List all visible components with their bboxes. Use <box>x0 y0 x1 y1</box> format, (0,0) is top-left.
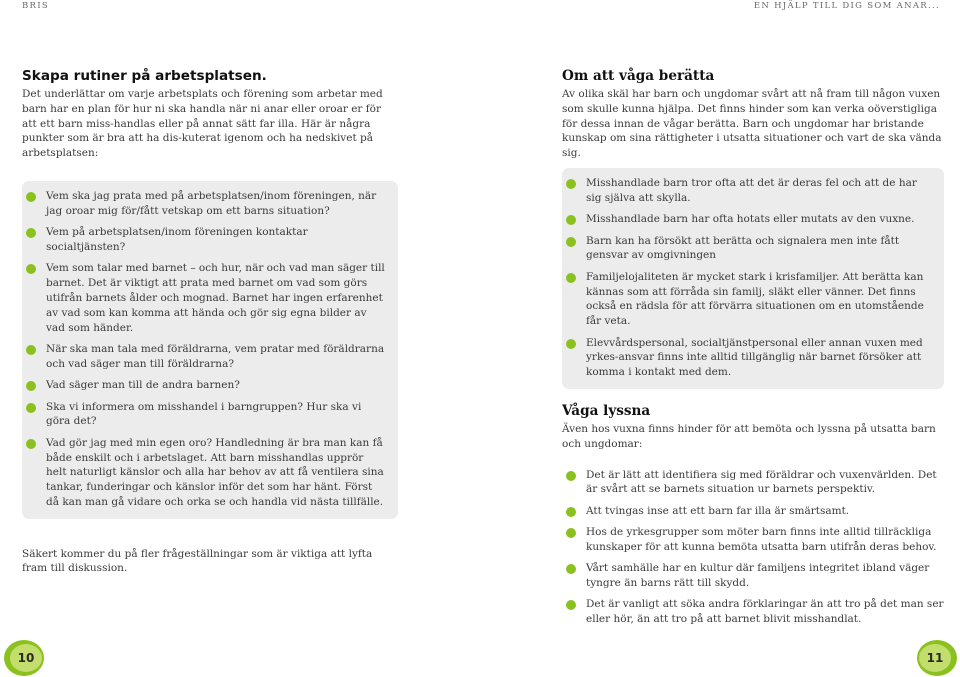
section-heading-daring-to-tell: Om att våga berätta <box>562 68 715 84</box>
list-item: Barn kan ha försökt att berätta och signalera men inte fått gensvar av omgivningen <box>586 234 932 264</box>
bullet-icon <box>566 215 576 225</box>
running-header-left: BRIS <box>22 1 50 11</box>
list-item: Vem på arbetsplatsen/inom föreningen kontaktar socialtjänsten? <box>46 225 386 255</box>
list-item: Vem som talar med barnet – och hur, när och vad man säger till barnet. Det är viktigt att prata med barnet om vad som görs utifrån barnets ålder och mognad. Barnet har ingen erfarenhet av vad som kan komma att hända och gör sig egna bilder av vad som händer. <box>46 261 386 335</box>
list-item: Hos de yrkesgrupper som möter barn finns inte alltid tillräckliga kunskaper för att kunna bemöta utsatta barn utifrån deras behov. <box>586 525 944 555</box>
list-item: Vem ska jag prata med på arbetsplatsen/inom föreningen, när jag oroar mig för/fått vetskap om ett barns situation? <box>46 189 386 219</box>
list-item: Vårt samhälle har en kultur där familjens integritet ibland väger tyngre än barns rätt till skydd. <box>586 561 944 591</box>
routines-checklist-box <box>22 181 398 519</box>
list-item: När ska man tala med föräldrarna, vem pratar med föräldrarna och vad säger man till föräldrarna? <box>46 342 386 372</box>
bullet-icon <box>566 237 576 247</box>
list-item: Vad säger man till de andra barnen? <box>46 378 386 393</box>
section-heading-daring-to-listen: Våga lyssna <box>562 402 651 419</box>
list-item: Det är vanligt att söka andra förklaringar än att tro på det man ser eller hör, än att tro på att barnet blivit misshandlat. <box>586 597 944 627</box>
bullet-icon <box>26 439 36 449</box>
left-intro: Det underlättar om varje arbetsplats och förening som arbetar med barn har en plan för hur ni ska handla när ni anar eller oroar er för att ett barn miss-handlas eller på annat sätt far illa. Här är några punkter som är bra att ha dis-kuterat igenom och ha nedskivet på arbetsplatsen: <box>22 88 383 160</box>
bullet-icon <box>566 273 576 283</box>
page-number-left: 10 <box>10 644 42 672</box>
right-column <box>562 68 944 634</box>
section-intro-daring-to-listen: Även hos vuxna finns hinder för att bemöta och lyssna på utsatta barn och ungdomar: <box>562 422 936 450</box>
bullet-icon <box>26 403 36 413</box>
list-item: Det är lätt att identifiera sig med föräldrar och vuxenvärlden. Det är svårt att se barnets situation ur barnets perspektiv. <box>586 468 944 498</box>
obstacles-adults-section <box>562 468 944 628</box>
obstacles-children-box <box>562 168 944 389</box>
bullet-icon <box>26 381 36 391</box>
bullet-icon <box>26 192 36 202</box>
obstacles-adults-list <box>562 468 944 628</box>
left-column <box>22 68 398 576</box>
bullet-icon <box>566 564 576 574</box>
list-item: Vad gör jag med min egen oro? Handledning är bra man kan få både enskilt och i arbetslaget. Att barn misshandlas upprör helt naturligt känslor och alla har behov av att få ventilera sina tankar, funderingar och känslor inför det som har hänt. Först då kan man gå vidare och orka se och handla vid nästa tillfälle. <box>46 436 386 510</box>
routines-list <box>46 189 386 510</box>
running-header-right: EN HJÄLP TILL DIG SOM ANAR... <box>753 1 940 11</box>
bullet-icon <box>566 339 576 349</box>
obstacles-children-list <box>586 176 932 380</box>
section-intro-daring-to-tell: Av olika skäl har barn och ungdomar svårt att nå fram till någon vuxen som skulle kunna hjälpa. Det finns hinder som kan verka oöverstigliga för dessa innan de vågar berätta. Barn och ungdomar har bristande kunskap om sina rättigheter i utsatta situationer och vart de ska vända sig. <box>562 88 942 160</box>
bullet-icon <box>566 528 576 538</box>
left-closing: Säkert kommer du på fler frågeställningar som är viktiga att lyfta fram till diskussion. <box>22 547 373 575</box>
list-item: Misshandlade barn har ofta hotats eller mutats av den vuxne. <box>586 212 932 227</box>
page-number-right: 11 <box>919 644 951 672</box>
list-item: Ska vi informera om misshandel i barngruppen? Hur ska vi göra det? <box>46 400 386 430</box>
list-item: Familjelojaliteten är mycket stark i krisfamiljer. Att berätta kan kännas som att förråda sin familj, släkt eller vänner. Det finns också en rädsla för att förvärra situationen om en utomstående får veta. <box>586 270 932 329</box>
list-item: Misshandlade barn tror ofta att det är deras fel och att de har sig själva att skylla. <box>586 176 932 206</box>
bullet-icon <box>566 507 576 517</box>
bullet-icon <box>566 179 576 189</box>
bullet-icon <box>26 264 36 274</box>
bullet-icon <box>566 471 576 481</box>
bullet-icon <box>566 600 576 610</box>
bullet-icon <box>26 228 36 238</box>
page-number-badge-right <box>917 640 957 676</box>
list-item: Elevvårdspersonal, socialtjänstpersonal eller annan vuxen med yrkes-ansvar finns inte alltid tillgänglig när barnet försöker att komma i kontakt med dem. <box>586 336 932 380</box>
bullet-icon <box>26 345 36 355</box>
left-heading: Skapa rutiner på arbetsplatsen. <box>22 68 267 84</box>
page-number-badge-left <box>4 640 44 676</box>
list-item: Att tvingas inse att ett barn far illa är smärtsamt. <box>586 504 944 519</box>
